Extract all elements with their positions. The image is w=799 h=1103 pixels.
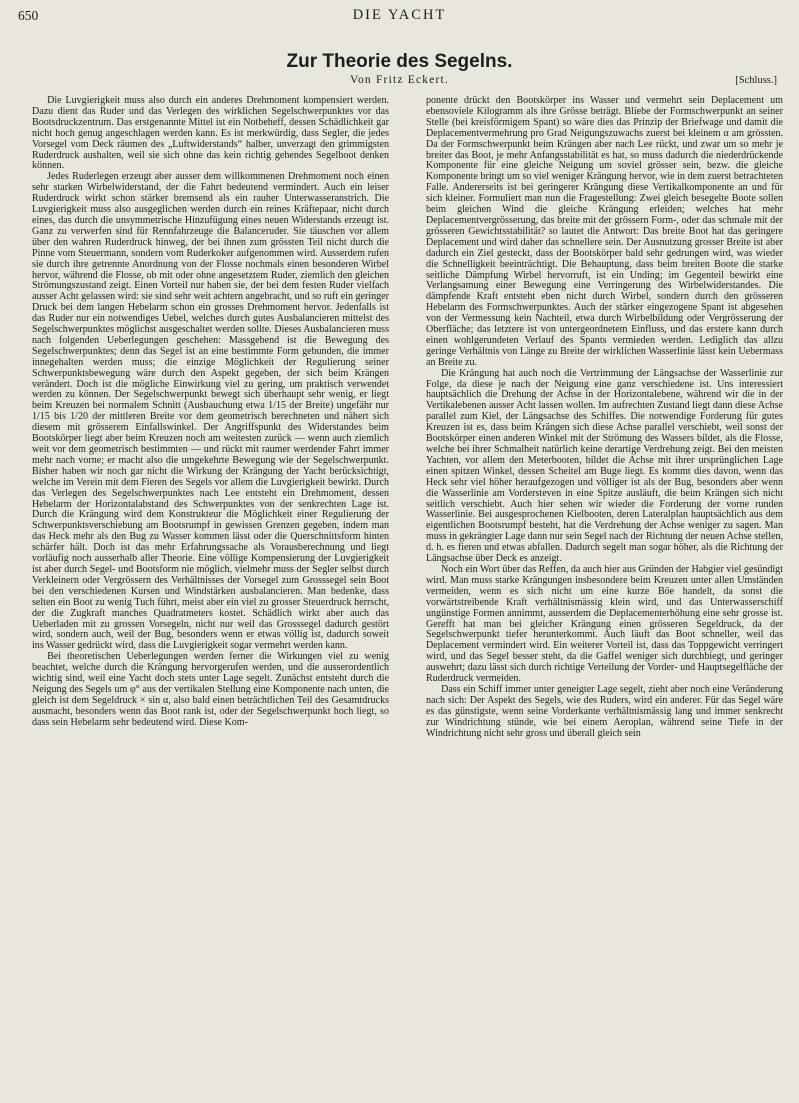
journal-running-head: DIE YACHT [352, 7, 447, 23]
paragraph: Bei theoretischen Ueberlegungen werden ferner die Wirkungen viel zu wenig beachtet, welche durch die Krängung hervorgerufen werden, und die ausserordentlich wichtig sind, weil eine Yacht doch stets unter Lage segelt. Zunächst entsteht durch die Neigung des Segels um φ° aus der vertikalen Stellung eine Komponente nach unten, die gleich ist dem Segeldruck × sin α, also bald einen beträchtlichen Teil des Gesamtdrucks ausmacht, besonders wenn das Boot rank ist, oder der Segelschwerpunkt hoch liegt, so dass sein Hebelarm sehr bedeutend wird. Diese Kom- [32, 651, 389, 728]
paragraph: Jedes Ruderlegen erzeugt aber ausser dem willkommenen Drehmoment noch einen sehr starken Wirbelwiderstand, der die Fahrt bedeutend vermindert. Auch ein leiser Ruderdruck wirkt schon stärker bremsend als ein rauher Unterwasseranstrich. Die Luvgierigkeit muss also ausgeglichen werden durch ein reines Kräftepaar, nicht durch eines, das durch die unsymmetrische Hinzufügung eines neuen Widerstands erzeugt ist. Ganz zu verwerfen sind für Rennfahrzeuge die Balanceruder. Sie täuschen vor allem über den wahren Ruderdruck hinweg, der bei ihnen zum grössten Teil nicht durch die Pinne vom Steuermann, sondern vom Ruderkoker aufgenommen wird. Ausserdem rufen sie durch ihre getrennte Anordnung von der Flosse nochmals einen besonderen Wirbel hervor, während die Flosse, ob mit oder ohne angesetztem Ruder, ziemlich den gleichen Strömungszustand zeigt. Einen Vorteil nur haben sie, der bei dem festen Ruder vielfach ausser Acht gelassen wird: sie sind sehr weit achtern angebracht, und so ruft ein geringer Druck bei dem langen Hebelarm schon ein grosses Drehmoment hervor. Jedenfalls ist das Ruder nur ein notwendiges Uebel, welches durch gutes Ausbalancieren mittelst des Segelschwerpunktes möglichst ausgeschaltet werden sollte. Dieses Ausbalancieren muss nach folgenden Ueberlegungen geschehen: Massgebend ist die Bewegung des Segelschwerpunktes; denn das Segel ist an eine bestimmte Form gebunden, die immer innegehalten werden muss; die einzige Möglichkeit der Regulierung seiner Schwerpunktsbewegung wäre durch den Aspekt gegeben, der sich beim Krängen verändert. Doch ist die mögliche Einwirkung viel zu gering, um praktisch verwendet werden zu können. Der Segelschwerpunkt bewegt sich überhaupt sehr wenig, er liegt beim Kreuzen bei normalem Schnitt (Ausbauchung etwa 1/15 der Breite) ungefähr nur 1/15 bis 1/20 der mittleren Breite vor dem geometrisch berechneten und nähert sich diesem mit grösserem Einfallswinkel. Der Angriffspunkt des Widerstandes beim Bootskörper liegt aber beim Kreuzen noch am weitesten zurück — wenn auch ziemlich weit vor dem geometrisch bestimmten — und rückt mit raumer werdender Fahrt immer mehr nach vorne; er macht also die umgekehrte Bewegung wie der Segelschwerpunkt. Bisher haben wir noch gar nicht die Wirkung der Krängung der Yacht berücksichtigt, welche im Verein mit dem Fieren des Segels vor allem die Luvgierigkeit bewirkt. Durch das Verlegen des Segelschwerpunktes nach Lee entsteht ein Drehmoment, dessen Hebelarm der Horizontalabstand des Schwerpunktes von der senkrechten Lage ist. Durch die Krängung wird dem Konstrukteur die Möglichkeit einer Regulierung der Schwerpunktsverschiebung am Bootsrumpf in gewissen Grenzen gegeben, indem man das Heck mehr als den Bug zu Wasser kommen lässt oder die Querschnittsform hinten schärfer hält. Doch ist das mehr Erfahrungssache als Vorausberechnung und liegt vorläufig noch ausserhalb aller Theorie. Eine völlige Kompensierung der Luvgierigkeit ist aber durch Segel- und Bootsform nie möglich, vielmehr muss der Segler selbst durch Verkleinern oder Vergrössern des Verhältnisses der Vorsegel zum Grosssegel sein Boot bei den verschiedenen Kursen und Windstärken ausbalancieren. Man bedenke, dass selten ein Boot zu wenig Tuch führt, meist aber ein viel zu grosser Steuerdruck herrscht, der die Zugkraft manches Quadratmeters kostet. Schädlich wirkt aber auch das Ueberladen mit zu grossen Vorsegeln, nicht nur weil das Grosssegel dadurch gestört wird, sondern auch, weil der Bug, besonders wenn er etwas völlig ist, dadurch soweit ins Wasser gedrückt wird, dass die Luvgierigkeit sogar vermehrt werden kann. [32, 171, 389, 652]
paragraph: Die Luvgierigkeit muss also durch ein anderes Drehmoment kompensiert werden. Dazu dient das Ruder und das Verlegen des wirklichen Segelschwerpunktes vor das Bootsdruckzentrum. Das erstgenannte Mittel ist ein Notbeheff, dessen Schädlichkeit gar nicht hoch genug angeschlagen werden kann. Es ist merkwürdig, dass Segler, die jedes Vorsegel vom Deck räumen des „Luftwiderstands“ halber, unverzagt den grimmigsten Ruderdruck aushalten, weil sie sich ohne das kein richtig gehendes Segelboot denken können. [32, 96, 389, 172]
article-byline: Von Fritz Eckert. [349, 74, 450, 86]
article-title: Zur Theorie des Segelns. [286, 51, 513, 72]
text-column-right [426, 96, 783, 1096]
paragraph: ponente drückt den Bootskörper ins Wasser und vermehrt sein Deplacement um ebensoviele Kilogramm als ihre Grösse beträgt. Bliebe der Formschwerpunkt an seiner Stelle (bei kreisförmigem Spant) so wäre dies das Prinzip der Briefwage und damit die Deplacementvermehrung pro Grad Neigungszuwachs zuerst bei kleinem α am grössten. Da der Formschwerpunkt beim Krängen aber nach Lee rückt, und zwar um so mehr je breiter das Boot, je mehr Anfangsstabilität es hat, so muss dadurch die niederdrückende Komponente für eine gleiche Neigung um soviel grösser sein, bezw. die gleiche Komponente bringt um so viel weniger Krängung hervor, wie in dem zuerst betrachteten Falle. Andererseits ist bei geringerer Krängung diese Vertikalkomponente an und für sich kleiner. Formuliert man nun die Fragestellung: Zwei gleich besegelte Boote sollen beim gleichen Wind die gleiche Krängung erleiden; welches hat mehr Deplacementvergrösserung, das breite mit der grössern Form-, oder das schmale mit der grösseren Gewichtsstabilität? so lautet die Antwort: Das breite Boot hat das geringere Deplacement und wird daher das schnellere sein. Der Ausnutzung grosser Breite ist aber dadurch ein Ziel gesteckt, dass der Bootskörper bald sehr gedrungen wird, was wieder die Schnelligkeit beeinträchtigt. Die Behauptung, dass beim breiten Boote die starke seitliche Dämpfung Wirbel hervorruft, ist ein Unding; im Gegenteil bewirkt eine Verlangsamung einer Bewegung eine Verringerung des Wirbelwiderstandes. Die dämpfende Kraft entsteht eben nicht durch Wirbel, sondern durch den grösseren Hebelarm des Formschwerpunktes. Auch der stärker eingezogene Spant ist abgesehen von der Vermessung kein Nachteil, etwa durch Wirbelbildung oder Vergrösserung der Oberfläche; das letztere ist von untergeordnetem Einfluss, und das erstere kann durch einen wohlgerundeten Verlauf des Spants vermieden werden. Lediglich das allzu geringe Verhältnis von Länge zu Breite der wirklichen Wasserlinie lässt kein Uebermass an Breite zu. [426, 96, 783, 368]
paragraph: Dass ein Schiff immer unter geneigter Lage segelt, zieht aber noch eine Veränderung nach sich: Der Aspekt des Segels, wie des Ruders, wird ein anderer. Für das Segel wäre es das günstigste, wenn seine Vorderkante verhältnismässig lang und immer senkrecht zur Windrichtung stünde, wie bei einem Aeroplan, während seine Tiefe in der Windrichtung nicht sehr gross und überall gleich sein [426, 683, 783, 739]
continuation-note: [Schluss.] [735, 75, 777, 86]
paragraph: Noch ein Wort über das Reffen, da auch hier aus Gründen der Habgier viel gesündigt wird. Man muss starke Krängungen insbesondere beim Kreuzen unter allen Umständen vermeiden, wenn es sich nicht um eine kurze Böe handelt, da sonst die vorwärtstreibende Kraft verhältnismässig klein wird, und das Unterwasserschiff ungünstige Formen annimmt, ausserdem die Deplacementerhöhung eine sehr grosse ist. Gerefft hat man bei gleicher Krängung einen grösseren Segeldruck, da der Segelschwerpunkt tiefer herunterkommt. Auch läuft das Boot schneller, weil das Deplacement vermindert wird. Ein weiterer Vorteil ist, dass das Toppgewicht verringert wird, und das Segel besser steht, da die Gaffel weniger sich durchbiegt, und geringer auswehrt; dazu lässt sich durch richtige Verteilung der Vorder- und Hauptsegelfläche der Ruderdruck vermeiden. [426, 563, 783, 685]
paragraph: Die Krängung hat auch noch die Vertrimmung der Längsachse der Wasserlinie zur Folge, da diese je nach der Neigung eine ganz verschiedene ist. Uns interessiert hauptsächlich die Drehung der Achse in der Horizontalebene, während wir die in der Vertikalebenen ausser Acht lassen wollen. Im aufrechten Zustand liegt dann diese Achse parallel zum Kiel, der Längsachse des Schiffes. Die notwendige Forderung für gutes Kreuzen ist es, dass beim Krängen sich diese Achse parallel verschiebt, weil sonst der Bootskörper einen anderen Winkel mit der Strömung des Wassers bildet, als die Flosse, welche bei ihrer Schmalheit natürlich keine derartige Verdrehung zeigt. Bei den meisten Yachten, vor allem den Meterbooten, bildet die Achse mit ihrer ursprünglichen Lage einen spitzen Winkel, dessen Scheitel am Buge liegt. Es kommt dies davon, wenn das Heck sehr viel höher heraufgezogen und völliger ist als der Bug, besonders aber wenn die Wasserlinie am Vordersteven in eine Spitze ausläuft, die beim Krängen sich nicht seitlich verschiebt. Auch hier sehen wir wieder die Forderung der vorne runden Wasserlinie. Bei ausgesprochenen Kielbooten, deren Lateralplan hauptsächlich aus dem eigentlichen Bootsrumpf besteht, hat die Verdrehung der Achse weniger zu sagen. Man muss in gekrängter Lage dann nur sein Segel nach der Richtung der neuen Achse stellen, d. h. es fieren und etwas abfallen. Dadurch segelt man sogar höher, als die Richtung der Längsachse über Deck es anzeigt. [426, 367, 783, 565]
text-column-left [32, 96, 389, 1096]
page-number: 650 [18, 8, 39, 23]
